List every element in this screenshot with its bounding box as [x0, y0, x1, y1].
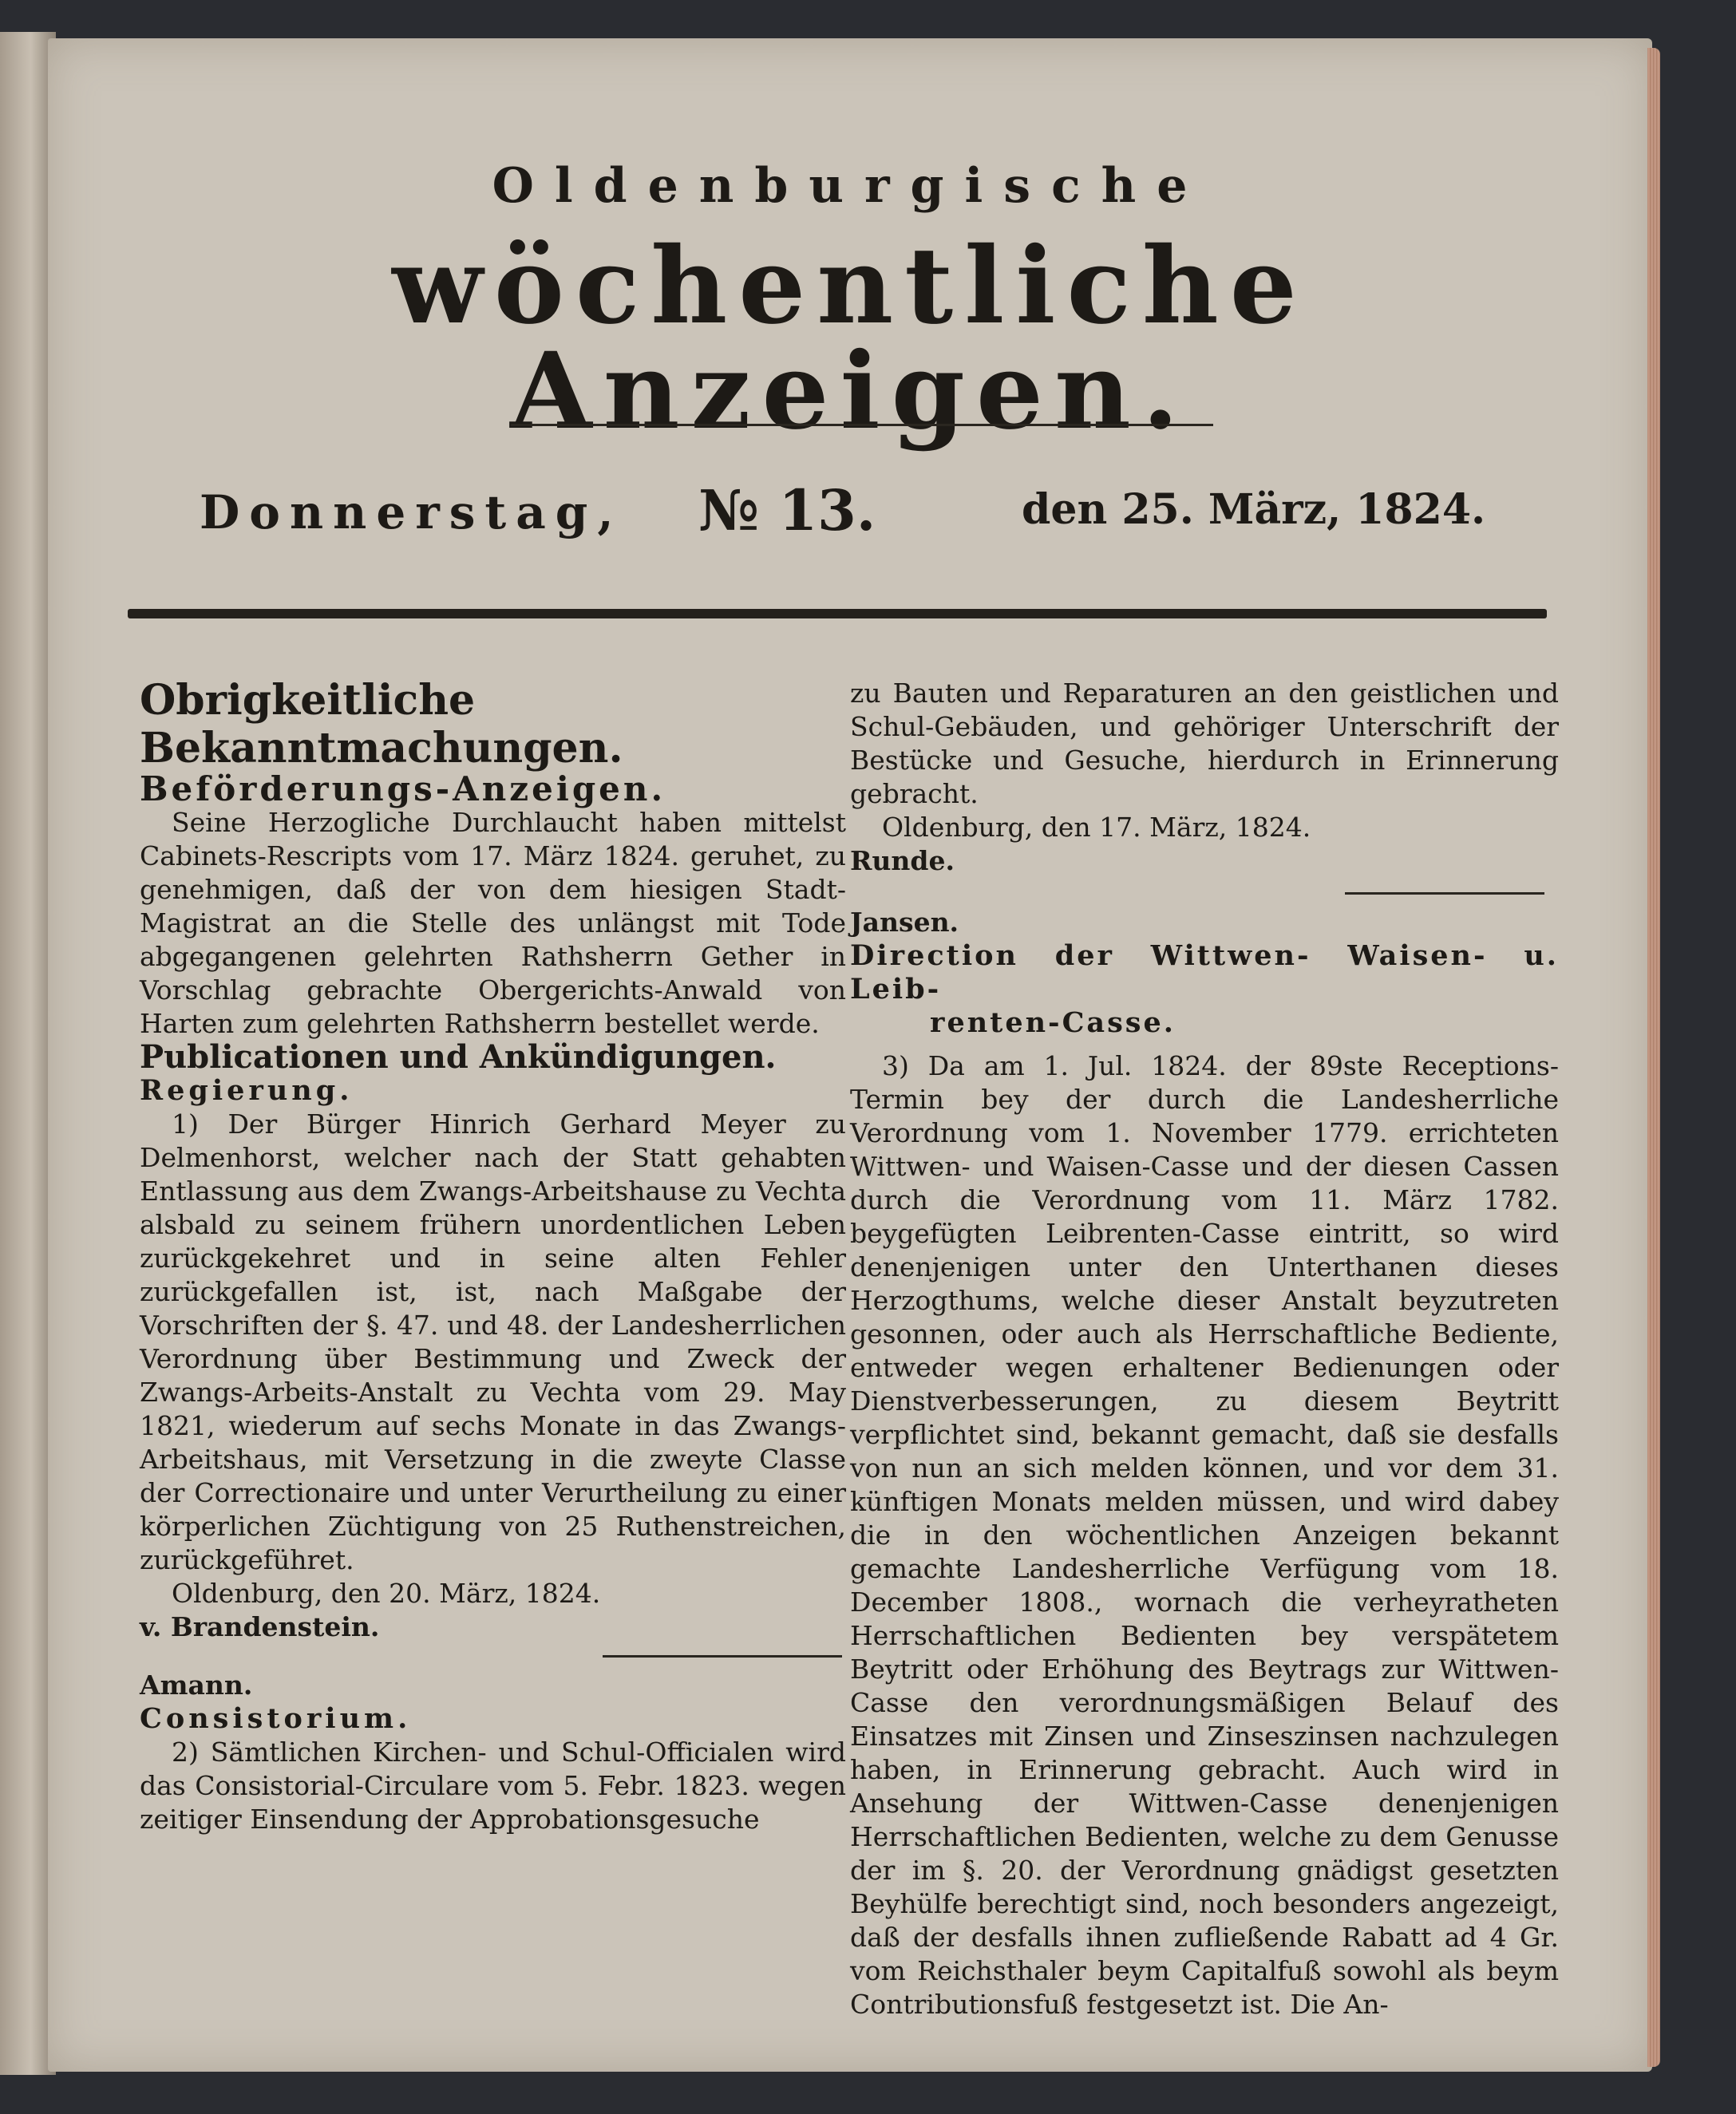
notice-2-continued: zu Bauten und Reparaturen an den geistlichen und Schul-Gebäuden, und gehöriger Unterschrift der Bestücke und Gesuche, hierdurch in Erinnerung gebracht.: [850, 678, 1559, 809]
page-fore-edge: [1647, 48, 1660, 2067]
signature-rule: [1345, 892, 1544, 895]
consistorium-heading: Consistorium.: [140, 1702, 412, 1735]
newspaper-page: [48, 38, 1652, 2072]
subsection-title: Beförderungs-Anzeigen.: [140, 769, 666, 808]
notice-2-signature: Runde.: [850, 845, 955, 876]
regierung-heading: Regierung.: [140, 1074, 354, 1107]
notice-2: 2) Sämtlichen Kirchen- und Schul-Officialen wird das Consistorial-Circulare vom 5. Febr. 1823. wegen zeitiger Einsendung der Approbationsgesuche: [140, 1737, 846, 1835]
promotion-notice: Seine Herzogliche Durchlaucht haben mittelst Cabinets-Rescripts vom 17. März 1824. geruhet, zu genehmigen, daß der von dem hiesigen Stadt-Magistrat an die Stelle des unlängst mit Tode abgegangenen gelehrten Rathsherrn Gether in Vorschlag gebrachte Obergerichts-Anwald von Harten zum gelehrten Rathsherrn bestellet werde.: [140, 807, 846, 1039]
notice-1-place-date: Oldenburg, den 20. März, 1824.: [172, 1578, 601, 1609]
publications-heading: Publicationen und Ankündigungen.: [140, 1038, 777, 1076]
right-column: [850, 677, 1559, 2021]
issue-number: № 13.: [698, 477, 876, 543]
masthead-line1: Oldenburgische: [492, 158, 1208, 214]
section-title: Obrigkeitliche Bekanntmachungen.: [140, 676, 623, 772]
issue-weekday: Donnerstag,: [200, 485, 623, 539]
notice-1-signature: v. Brandenstein.: [140, 1611, 380, 1642]
issue-date: den 25. März, 1824.: [1022, 485, 1486, 534]
left-column: [140, 677, 846, 1836]
masthead-title: wöchentliche Anzeigen.: [392, 224, 1308, 453]
header-rule: [128, 609, 1547, 618]
notice-2-place-date: Oldenburg, den 17. März, 1824.: [882, 812, 1311, 843]
notice-1: 1) Der Bürger Hinrich Gerhard Meyer zu Delmenhorst, welcher nach der Statt gehabten Entlassung aus dem Zwangs-Arbeitshause zu Vechta alsbald zu seinem frühern unordentlichen Leben zurückgekehret und in seine alten Fehler zurückgefallen ist, ist, nach Maßgabe der Vorschriften der §. 47. und 48. der Landesherrlichen Verordnung über Bestimmung und Zweck der Zwangs-Arbeits-Anstalt zu Vechta vom 29. May 1821, wiederum auf sechs Monate in das Zwangs-Arbeitshaus, mit Versetzung in die zweyte Classe der Correctionaire und unter Verurtheilung zu einer körperlichen Züchtigung von 25 Ruthenstreichen, zurückgeführet.: [140, 1108, 846, 1575]
notice-1-countersignature: Amann.: [140, 1669, 253, 1701]
direction-heading-cont: renten-Casse.: [930, 1006, 1176, 1039]
notice-3: 3) Da am 1. Jul. 1824. der 89ste Receptions-Termin bey der durch die Landesherrliche Verordnung vom 1. November 1779. errichteten Wittwen- und Waisen-Casse und der diesen Cassen durch die Verordnung vom 11. März 1782. beygefügten Leibrenten-Casse eintritt, so wird denenjenigen unter den Unterthanen dieses Herzogthums, welche dieser Anstalt beyzutreten gesonnen, oder auch als Herrschaftliche Bediente, entweder wegen erhaltener Bedienungen oder Dienstverbesserungen, zu diesem Beytritt verpflichtet sind, bekannt gemacht, daß sie desfalls von nun an sich melden können, und vor dem 31. künftigen Monats melden müssen, und wird dabey die in den wöchentlichen Anzeigen bekannt gemachte Landesherrliche Verfügung vom 18. December 1808., wornach die verheyratheten Herrschaftlichen Bedienten bey verspätetem Beytritt oder Erhöhung des Beytrags zur Wittwen-Casse den verordnungsmäßigen Belauf des Einsatzes mit Zinsen und Zinseszinsen nachzulegen haben, in Erinnerung gebracht. Auch wird in Ansehung der Wittwen-Casse denenjenigen Herrschaftlichen Bedienten, welche zu dem Genusse der im §. 20. der Verordnung gnädigst gesetzten Beyhülfe berechtigt sind, noch besonders angezeigt, daß der desfalls ihnen zufließende Rabatt ad 4 Gr. vom Reichsthaler beym Capitalfuß sowohl als beym Contributionsfuß festgesetzt ist. Die An-: [850, 1050, 1559, 2020]
notice-2-countersignature: Jansen.: [850, 907, 959, 938]
masthead-rule: [511, 424, 1213, 426]
direction-heading: Direction der Wittwen- Waisen- u. Leib-: [850, 939, 1559, 1006]
signature-rule: [603, 1655, 842, 1658]
